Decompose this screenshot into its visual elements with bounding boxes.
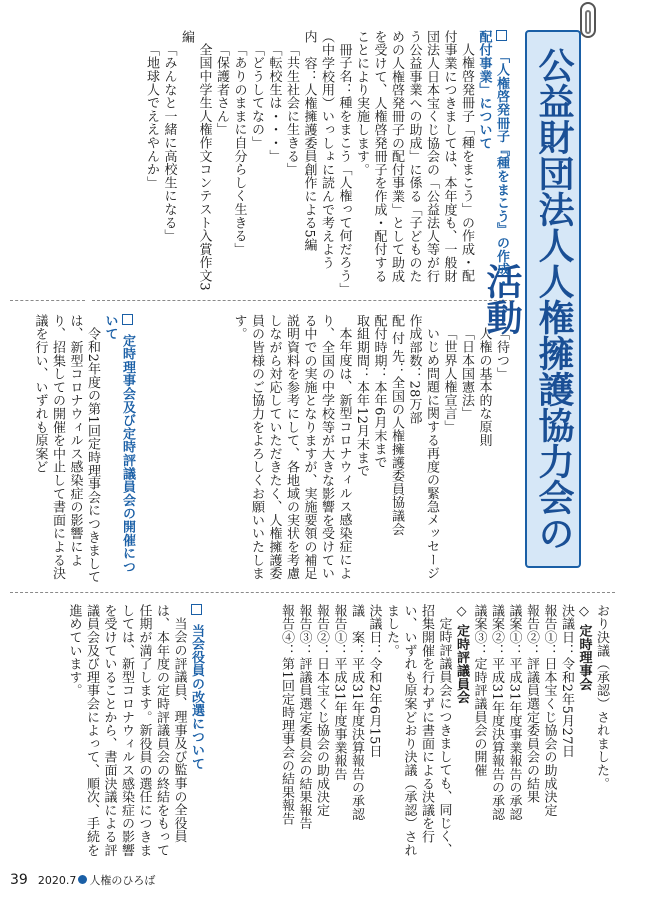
paragraph: 当会の評議員、理事及び監事の全役員は、本年度の定時評議員会の終結をもって任期が満了します。新役員の選任につきましては、新型コロナウィルス感染症の影響を受けていることから、書面決議による評議員会及び理事会によって、順次、手続を進めています。 — [66, 604, 187, 857]
section-booklet — [92, 30, 510, 292]
paragraph: 令和2年度の第1回定時理事会につきましては、新型コロナウィルス感染症の影響により、招集しての開催を中止して書面による決議を行い、いずれも原案ど — [32, 314, 100, 584]
detail-item: 議案②：平成31年度決算報告の承認 — [489, 604, 504, 821]
page-footer — [10, 870, 155, 890]
issue-label — [38, 872, 156, 888]
square-bullet-icon — [122, 314, 133, 325]
detail-item: 作成部数：28万部 — [406, 314, 422, 425]
section-officers — [10, 604, 205, 866]
paragraph: おり決議（承認）されました。 — [594, 604, 609, 791]
paragraph: 内 容：人権擁護委員創作による5編 — [301, 30, 317, 252]
detail-item: 配 付 先：全国の人権擁護委員協議会 — [389, 314, 404, 536]
page-number: 39 — [10, 872, 28, 888]
section-meetings — [10, 314, 136, 584]
detail-item: 取組期間：本年12月末まで — [354, 314, 369, 478]
subsection-heading: ◇ 定時理事会 — [576, 604, 592, 691]
detail-item: 議案③：定時評議員会の開催 — [471, 604, 487, 777]
divider — [92, 300, 512, 301]
detail-item: 決議日：令和2年5月27日 — [559, 604, 574, 758]
list-item: 「日本国憲法」 — [459, 327, 474, 421]
list-item: いじめ問題に関する再度の緊急メッセージ — [424, 327, 439, 580]
list-item: 「地球人でええやんか」 — [144, 43, 159, 190]
paragraph: 人権啓発冊子「種をまこう」の作成・配付事業につきましては、本年度も、一般財団法人日本宝くじ協会の「公益法人等が行う公益事業への助成」に係る「子どものための人権啓発冊子の配付事業」として助成を受けて、人権啓発冊子を作成・配付することにより実施します。 — [354, 30, 474, 283]
list-item: 「ありのままに自分らしく生きる」 — [231, 43, 247, 256]
dot-icon — [78, 875, 87, 884]
detail-item: 報告①：平成31年度事業報告 — [331, 604, 347, 781]
section-meeting-results — [215, 604, 610, 866]
paper-clip-icon — [580, 2, 596, 38]
detail-item: 報告②：日本宝くじ協会の助成決定 — [314, 604, 329, 817]
list-item: 「待つ」 — [494, 327, 509, 381]
detail-item: 決議日：令和2年6月15日 — [366, 604, 382, 758]
magazine-name: 人権のひろば — [89, 874, 156, 887]
list-item: 全国中学生人権作文コンテスト入賞作文3編 — [179, 30, 212, 291]
divider — [10, 300, 85, 301]
detail-item: 配付時期：本年6月末まで — [371, 314, 387, 469]
detail-item: 議 案：平成31年度決算報告の承認 — [349, 604, 364, 821]
square-bullet-icon — [496, 30, 507, 41]
issue-date: 2020.7 — [37, 874, 77, 887]
section-heading: 定時理事会及び定時評議員会の開催について — [102, 314, 135, 574]
paragraph: 本年度は、新型コロナウィルス感染症により、全国の中学校等が大きな影響を受けている中での実施となりますが、実施要領の補足説明資料を参考にして、各地域の実状を考慮しながら対応していただきたく、人権擁護委員の皆様のご協力をよろしくお願いいたします。 — [231, 314, 352, 580]
detail-item: 報告①：日本宝くじ協会の助成決定 — [541, 604, 557, 817]
paragraph: 冊子名：種をまこう「人権って何だろう」（中学校用）いっしょに読んで考えよう — [319, 30, 352, 290]
diamond-bullet-icon: ◇ — [454, 604, 469, 620]
list-item: 人権の基本的な原則 — [476, 327, 492, 447]
list-item: 「世界人権宣言」 — [441, 327, 457, 434]
paragraph: 定時評議員会につきましても、同じく、招集開催を行わずに書面による決議を行い、いずれも原案どおり決議（承認）されました。 — [384, 604, 452, 857]
detail-item: 報告②：評議員選定委員会の結果 — [524, 604, 539, 804]
divider — [10, 592, 615, 593]
square-bullet-icon — [191, 604, 202, 615]
page-title: 公益財団法人人権擁護協力会の活動 — [525, 30, 581, 568]
section-booklet-details — [150, 314, 510, 584]
section-heading: 当会役員の改選について — [188, 604, 206, 866]
subsection-heading: ◇ 定時評議員会 — [454, 604, 469, 704]
list-item: 「みんなと一緒に高校生になる」 — [161, 43, 177, 243]
detail-item: 議案①：平成31年度事業報告の承認 — [506, 604, 522, 821]
section-heading: 「人権啓発冊子『種をまこう』の作成・配付事業」について — [476, 30, 509, 290]
list-item: 「転校生は・・・」 — [266, 43, 282, 163]
detail-item: 報告③：評議員選定委員会の結果報告 — [296, 604, 312, 831]
list-item: 「どうしてなの」 — [249, 43, 264, 150]
diamond-bullet-icon: ◇ — [576, 604, 592, 620]
list-item: 「共生社会に生きる」 — [284, 43, 299, 176]
detail-item: 報告④：第1回定時理事会の結果報告 — [279, 604, 294, 826]
list-item: 「保護者さん」 — [214, 43, 229, 137]
